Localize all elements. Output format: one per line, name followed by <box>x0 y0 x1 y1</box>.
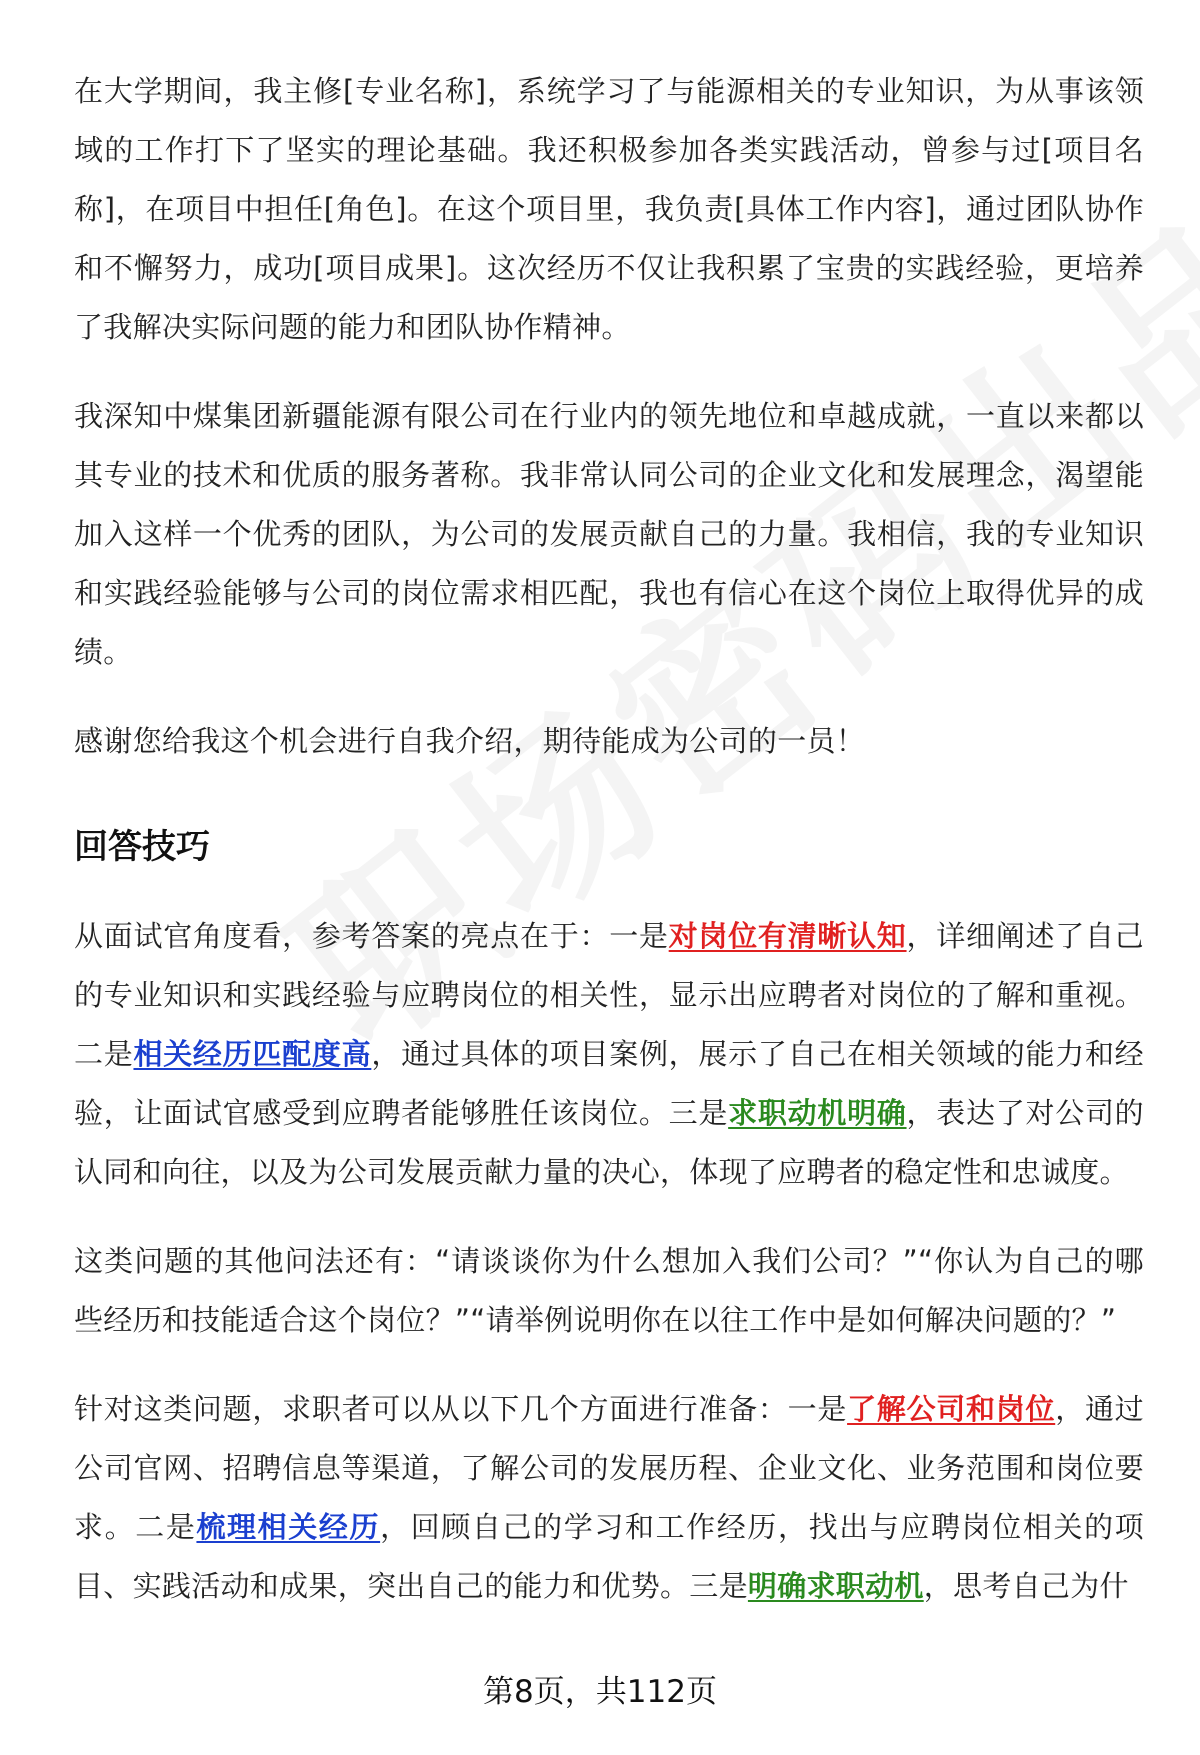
highlight-define-motivation: 明确求职动机 <box>747 1569 924 1603</box>
prep-paragraph <box>74 1380 1144 1616</box>
tips-text-3: ，通过具体的项目案例，展示了自己在相关领域的能力和经验，让面试官感受到应聘者能够胜任该岗位。三是 <box>74 1037 1144 1130</box>
prep-text-1: 针对这类问题，求职者可以从以下几个方面进行准备：一是 <box>74 1392 848 1426</box>
intro-paragraph-1: 在大学期间，我主修[专业名称]，系统学习了与能源相关的专业知识，为从事该领域的工作打下了坚实的理论基础。我还积极参加各类实践活动，曾参与过[项目名称]，在项目中担任[角色]。在这个项目里，我负责[具体工作内容]，通过团队协作和不懈努力，成功[项目成果]。这次经历不仅让我积累了宝贵的实践经验，更培养了我解决实际问题的能力和团队协作精神。 <box>74 74 1144 344</box>
section-heading: 回答技巧 <box>74 827 210 867</box>
highlight-clear-motivation: 求职动机明确 <box>728 1096 907 1130</box>
tips-text-4: ，表达了对公司的认同和向往，以及为公司发展贡献力量的决心，体现了应聘者的稳定性和忠诚度。 <box>74 1096 1144 1189</box>
page-number-footer: 第8页，共112页 <box>483 1674 717 1710</box>
other-questions-paragraph: 这类问题的其他问法还有：“请谈谈你为什么想加入我们公司？”“你认为自己的哪些经历和技能适合这个岗位？”“请举例说明你在以往工作中是如何解决问题的？” <box>74 1244 1144 1337</box>
highlight-know-company: 了解公司和岗位 <box>847 1392 1056 1426</box>
intro-paragraph-2: 我深知中煤集团新疆能源有限公司在行业内的领先地位和卓越成就，一直以来都以其专业的技术和优质的服务著称。我非常认同公司的企业文化和发展理念，渴望能加入这样一个优秀的团队，为公司的发展贡献自己的力量。我相信，我的专业知识和实践经验能够与公司的岗位需求相匹配，我也有信心在这个岗位上取得优异的成绩。 <box>74 399 1144 669</box>
prep-text-3: ，回顾自己的学习和工作经历，找出与应聘岗位相关的项目、实践活动和成果，突出自己的能力和优势。三是 <box>74 1510 1144 1603</box>
highlight-sort-experience: 梳理相关经历 <box>196 1510 381 1544</box>
prep-text-2: ，通过公司官网、招聘信息等渠道，了解公司的发展历程、企业文化、业务范围和岗位要求。二是 <box>74 1392 1144 1544</box>
tips-paragraph <box>74 907 1144 1202</box>
highlight-position-awareness: 对岗位有清晰认知 <box>668 919 907 953</box>
tips-text-1: 从面试官角度看，参考答案的亮点在于：一是 <box>74 919 669 953</box>
prep-text-4: ，思考自己为什 <box>923 1569 1129 1603</box>
tips-text-2: ，详细阐述了自己的专业知识和实践经验与应聘岗位的相关性，显示出应聘者对岗位的了解和重视。二是 <box>74 919 1144 1071</box>
document-body <box>74 62 1144 1646</box>
highlight-experience-match: 相关经历匹配度高 <box>133 1037 372 1071</box>
intro-paragraph-3: 感谢您给我这个机会进行自我介绍，期待能成为公司的一员！ <box>74 724 866 758</box>
